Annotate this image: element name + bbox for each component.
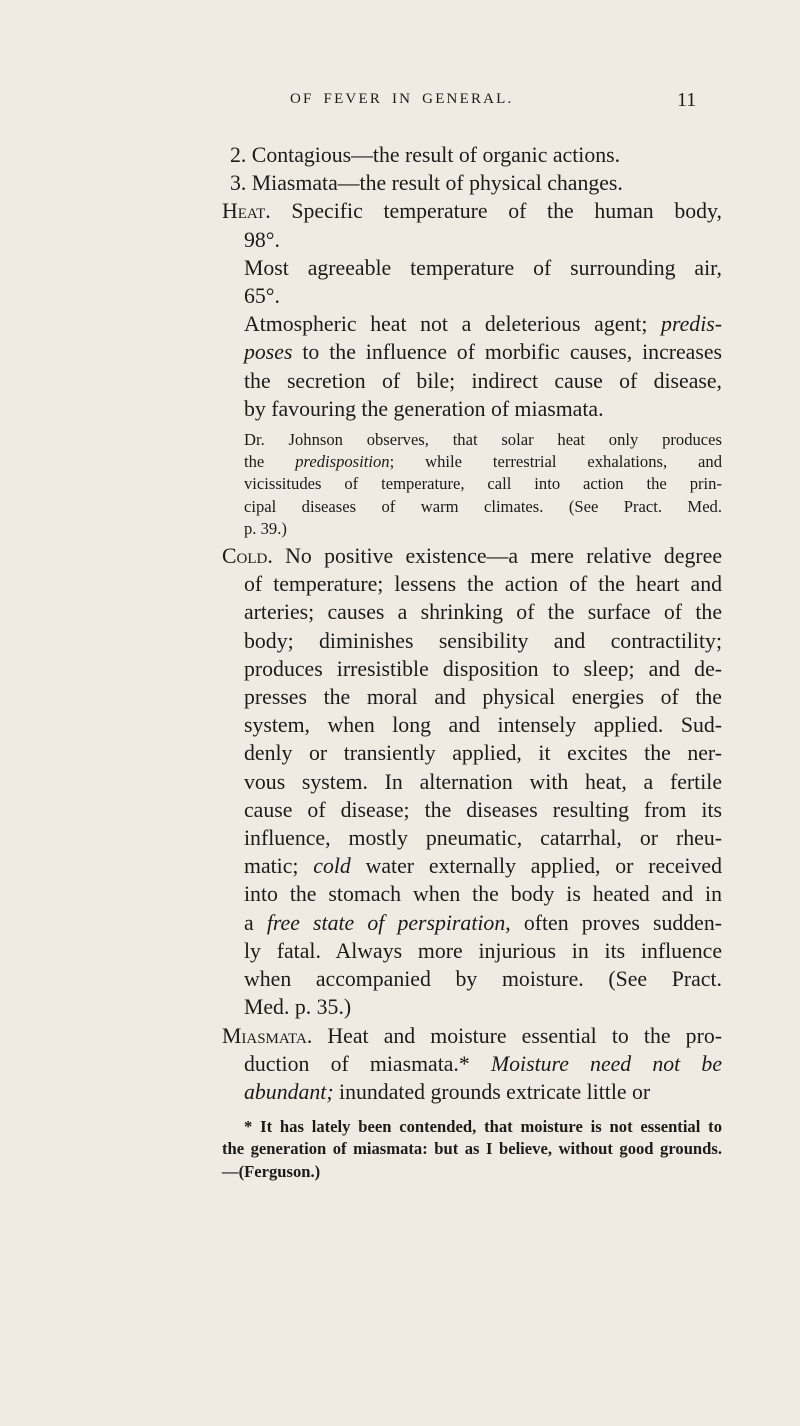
miasmata-line: abundant; inundated grounds extricate little or	[244, 1079, 651, 1104]
miasmata-line: duction of miasmata.* Moisture need not be	[244, 1051, 722, 1076]
footnote-line: * It has lately been contended, that moisture is not essential to	[244, 1117, 722, 1137]
cold-section	[222, 542, 722, 1021]
heat-atmospheric-line: Atmospheric heat not a deleterious agent; predis-	[244, 312, 722, 337]
heat-air-temp: 65°.	[244, 284, 280, 309]
cold-line: cause of disease; the diseases resulting from its	[244, 797, 722, 822]
cold-line: ly fatal. Always more injurious in its influence	[244, 938, 722, 963]
cold-line: produces irresistible disposition to sleep; and de-	[244, 656, 722, 681]
cold-line: influence, mostly pneumatic, catarrhal, or rheu-	[244, 826, 722, 851]
cold-line: body; diminishes sensibility and contractility;	[244, 628, 722, 653]
cold-line: a free state of perspiration, often proves sudden-	[244, 910, 723, 935]
cold-line: system, when long and intensely applied. Sud-	[244, 713, 722, 738]
heat-atmospheric-line: the secretion of bile; indirect cause of disease,	[244, 368, 722, 393]
miasmata-line: Miasmata. Heat and moisture essential to the pro-	[222, 1023, 722, 1048]
running-title: OF FEVER IN GENERAL.	[290, 91, 514, 107]
cold-line: Cold. No positive existence—a mere relative degree	[222, 544, 722, 569]
main-text	[222, 141, 722, 1183]
johnson-note-line: Dr. Johnson observes, that solar heat only produces	[244, 430, 722, 450]
footnote-line: the generation of miasmata: but as I believe, without good grounds.	[222, 1139, 722, 1159]
miasmata-section	[222, 1022, 722, 1107]
page-number: 11	[677, 89, 697, 111]
heat-atmospheric-line: poses to the influence of morbific causes, increases	[244, 340, 722, 365]
heat-heading-line: Heat. Specific temperature of the human body,	[222, 199, 722, 224]
cold-line: vous system. In alternation with heat, a fertile	[244, 769, 722, 794]
johnson-note-line: vicissitudes of temperature, call into action the prin-	[244, 474, 722, 494]
running-head	[0, 91, 800, 113]
miasmata-line: 3. Miasmata—the result of physical changes.	[230, 171, 623, 196]
johnson-note-line: p. 39.)	[244, 518, 287, 538]
cold-line: of temperature; lessens the action of the heart and	[244, 572, 722, 597]
heat-atmospheric-line: by favouring the generation of miasmata.	[244, 396, 604, 421]
heat-body-temp: 98°.	[244, 227, 280, 252]
johnson-note-line: cipal diseases of warm climates. (See Pract. Med.	[244, 496, 722, 516]
cold-line: when accompanied by moisture. (See Pract.	[244, 967, 722, 992]
cold-line: Med. p. 35.)	[244, 995, 352, 1020]
cold-line: matic; cold water externally applied, or received	[244, 854, 723, 879]
johnson-note-line: the predisposition; while terrestrial exhalations, and	[244, 452, 722, 472]
cold-line: denly or transiently applied, it excites the ner-	[244, 741, 722, 766]
heat-air-temp-line: Most agreeable temperature of surrounding air,	[244, 255, 722, 280]
contagious-line: 2. Contagious—the result of organic actions.	[230, 143, 621, 167]
footnote-line: —(Ferguson.)	[222, 1161, 321, 1181]
cold-line: into the stomach when the body is heated and in	[244, 882, 722, 907]
cold-line: arteries; causes a shrinking of the surface of the	[244, 600, 722, 625]
cold-line: presses the moral and physical energies of the	[244, 685, 722, 710]
